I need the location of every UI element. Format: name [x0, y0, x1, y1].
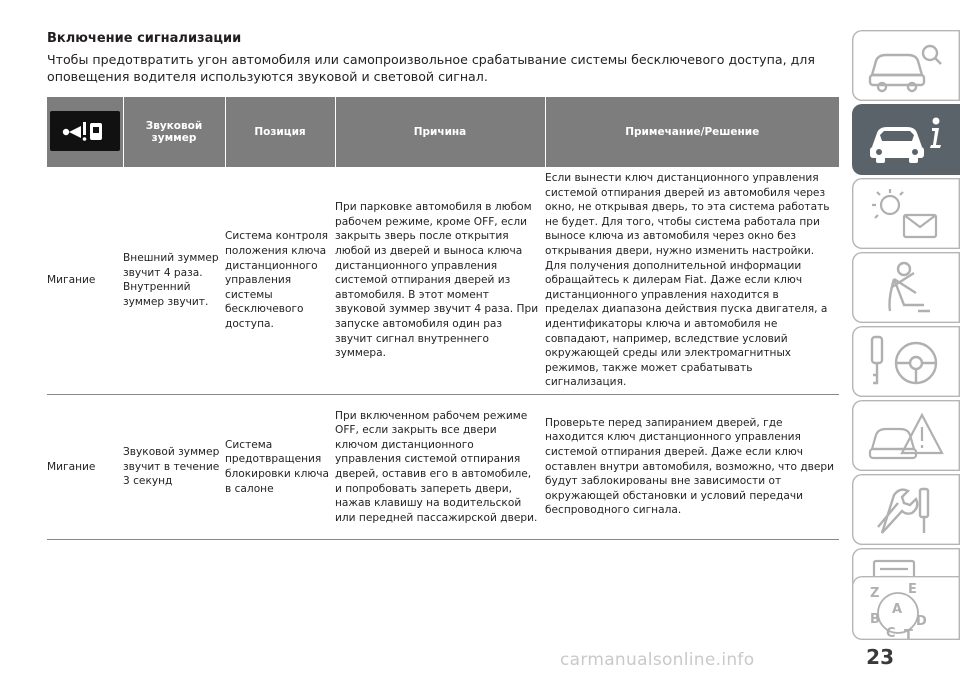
intro-paragraph: Чтобы предотвратить угон автомобиля или самопроизвольное срабатывание системы бесключевого доступа, для оповещения водителя используются звуковой и световой сигнал. — [47, 52, 815, 84]
svg-text:A: A — [892, 602, 903, 617]
tab-emergency[interactable] — [852, 400, 960, 471]
cell-note: Проверьте перед запиранием дверей, где находится ключ дистанционного управления системой отпирания дверей. Даже если ключ оставлен внутри автомобиля, возможно, что двери будут заблокированы вне зависимости от окружающей обстановки и условий передачи беспроводного сигнала. — [545, 394, 839, 539]
tab-starting-driving[interactable] — [852, 326, 960, 397]
cell-signal: Мигание — [47, 167, 123, 394]
warning-lights-message-icon — [864, 185, 948, 243]
header-buzzer: Звуковой зуммер — [123, 97, 225, 167]
cell-buzzer: Внешний зуммер звучит 4 раза. Внутренний зуммер звучит. — [123, 167, 225, 394]
tab-car-overview[interactable] — [852, 30, 960, 101]
table-row — [47, 167, 839, 394]
cell-buzzer: Звуковой зуммер звучит в течение 3 секунд — [123, 394, 225, 539]
car-info-icon — [864, 111, 948, 169]
header-position: Позиция — [225, 97, 335, 167]
alarm-table — [47, 97, 839, 540]
table-header-row — [47, 97, 839, 167]
seat-belt-airbag-icon — [864, 259, 948, 317]
watermark: carmanualsonline.info — [560, 650, 755, 670]
car-emergency-icon — [864, 407, 948, 465]
table-row — [47, 394, 839, 539]
alphabet-index-icon — [864, 583, 948, 639]
warning-light-key-icon — [50, 111, 120, 151]
tab-index[interactable] — [852, 576, 960, 640]
page-number: 23 — [866, 645, 894, 669]
tab-safety[interactable] — [852, 252, 960, 323]
cell-note: Если вынести ключ дистанционного управления системой отпирания дверей из автомобиля через окно, не открывая дверь, то эта система работать не будет. Для того, чтобы система работала при выносе ключа из автомобиля через окно без открывания двери, нужно изменить настройки. Для получения дополнительной информации обращайтесь к дилерам Fiat. Даже если ключ дистанционного управления находится в пределах диапазона действия пуска двигателя, а идентификаторы ключа и автомобиля не совпадают, например, вследствие условий окружающей среды или электромагнитных режимов, также может срабатывать сигнализация. — [545, 167, 839, 394]
svg-text:Z: Z — [870, 586, 880, 601]
svg-text:E: E — [908, 583, 917, 597]
header-reason: Причина — [335, 97, 545, 167]
svg-text:D: D — [916, 614, 927, 629]
header-icon-cell — [47, 97, 123, 167]
cell-position: Система контроля положения ключа дистанционного управления системы бесключевого доступа. — [225, 167, 335, 394]
svg-text:B: B — [870, 612, 880, 627]
wrench-service-icon — [864, 481, 948, 539]
key-steering-wheel-icon — [864, 333, 948, 391]
tab-warning-lights[interactable] — [852, 178, 960, 249]
page-title: Включение сигнализации — [47, 31, 242, 46]
cell-reason: При парковке автомобиля в любом рабочем режиме, кроме OFF, если закрыть зверь после открытия любой из дверей и выноса ключа дистанционного управления системой отпирания дверей из автомобиля. В этот момент звуковой зуммер звучит 4 раза. При запуске автомобиля один раз звучит сигнал внутреннего зуммера. — [335, 167, 545, 394]
car-search-icon — [864, 37, 948, 95]
svg-text:T: T — [904, 628, 913, 639]
tab-car-info[interactable] — [852, 104, 960, 175]
svg-text:C: C — [886, 626, 896, 639]
header-note: Примечание/Решение — [545, 97, 839, 167]
cell-signal: Мигание — [47, 394, 123, 539]
tab-maintenance[interactable] — [852, 474, 960, 545]
cell-position: Система предотвращения блокировки ключа в салоне — [225, 394, 335, 539]
cell-reason: При включенном рабочем режиме OFF, если закрыть все двери ключом дистанционного управления системой отпирания дверей, оставив его в автомобиле, и попробовать запереть двери, нажав клавишу на водительской или передней пассажирской двери. — [335, 394, 545, 539]
